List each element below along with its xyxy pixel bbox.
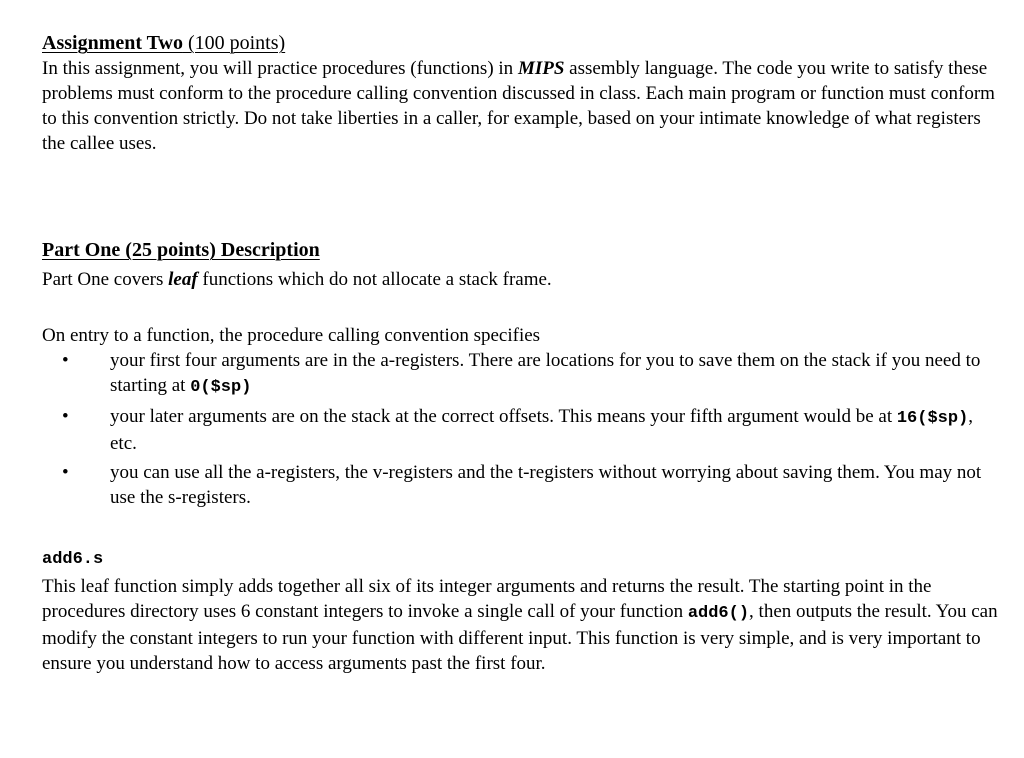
- bullet-text: your later arguments are on the stack at the correct offsets. This means your fifth argument would be at: [110, 406, 897, 427]
- bullet-item: [42, 348, 1002, 400]
- part-one-covers-end: functions which do not allocate a stack frame.: [197, 269, 552, 290]
- bullet-icon: •: [62, 350, 69, 371]
- bullet-icon: •: [62, 462, 69, 483]
- bullet-text-after: , etc.: [110, 406, 974, 454]
- part-one-covers: [42, 267, 1002, 292]
- add6-description: [42, 574, 1002, 676]
- entry-convention-text: On entry to a function, the procedure calling convention specifies: [42, 325, 541, 346]
- assignment-title-name: Assignment Two: [42, 32, 183, 54]
- bullet-icon: •: [62, 406, 69, 427]
- intro-text-end: assembly language. The code you write to satisfy these problems must conform to the procedure calling convention discussed in class. Each main program or function must conform to this convention strictly. Do not take liberties in a caller, for example, based on your intimate knowledge of what registers the callee uses.: [42, 58, 995, 154]
- intro-paragraph: [42, 56, 1002, 156]
- assignment-title-points: (100 points): [182, 32, 286, 54]
- bullet-text: you can use all the a-registers, the v-registers and the t-registers without worrying about saving them. You may not use the s-registers.: [110, 462, 982, 508]
- bullet-text: your first four arguments are in the a-registers. There are locations for you to save them on the stack if you need to starting at: [110, 350, 981, 396]
- intro-mips-emphasis: MIPS: [517, 58, 565, 79]
- intro-text-start: In this assignment, you will practice procedures (functions) in: [42, 58, 518, 79]
- bullet-code: 0($sp): [190, 378, 252, 397]
- bullet-code: 16($sp): [896, 409, 969, 428]
- part-one-leaf-emphasis: leaf: [168, 269, 198, 290]
- add6-function-code: add6(): [687, 604, 750, 623]
- assignment-title: [42, 30, 1002, 56]
- part-one-heading: Part One (25 points) Description: [42, 239, 320, 261]
- bullet-item: [42, 404, 1002, 456]
- bullet-item: [42, 460, 1002, 510]
- add6-desc-end: , then outputs the result. You can modify the constant integers to run your function with different input. This function is very simple, and is very important to ensure you understand how to access arguments past the first four.: [42, 601, 998, 674]
- add6-desc-start: This leaf function simply adds together all six of its integer arguments and returns the result. The starting point in the procedures directory uses 6 constant integers to invoke a single call of your function: [42, 576, 932, 622]
- convention-bullet-list: [42, 348, 1002, 510]
- add6-file-heading: add6.s: [42, 550, 104, 569]
- document-page: [42, 30, 1002, 676]
- part-one-covers-start: Part One covers: [42, 269, 169, 290]
